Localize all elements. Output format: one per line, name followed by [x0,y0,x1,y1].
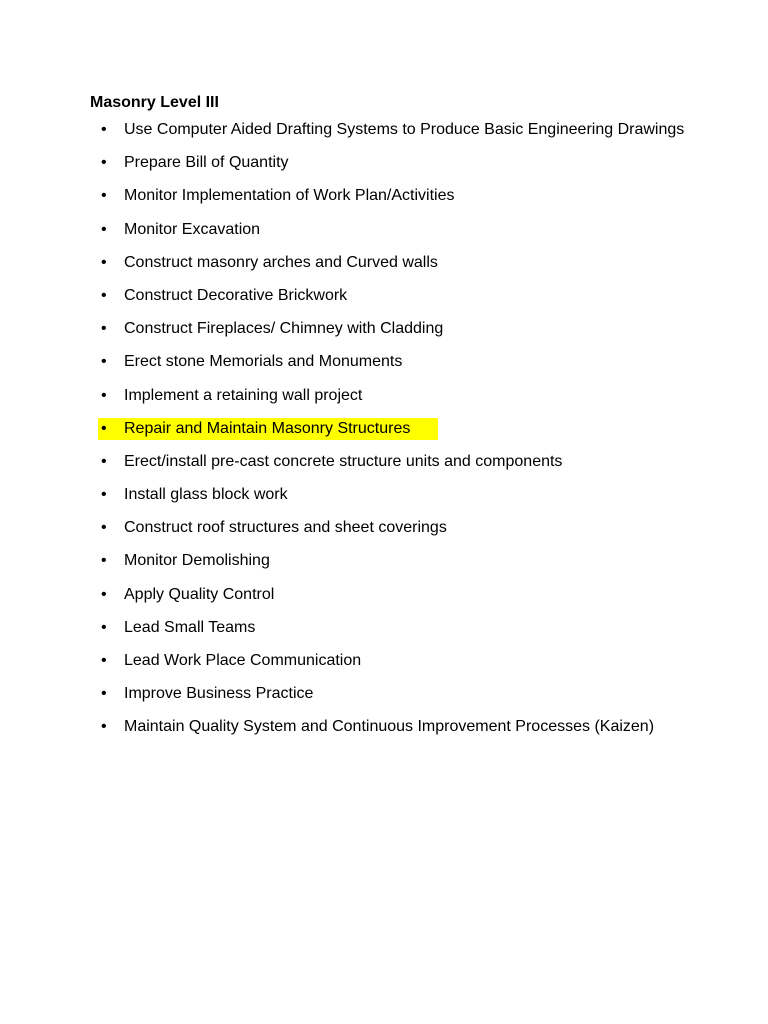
bullet-icon: • [101,618,107,636]
list-item-text: Lead Small Teams [124,618,256,636]
document-heading: Masonry Level III [90,94,219,111]
list-item [0,612,768,644]
bullet-icon: • [101,452,107,470]
list-item [0,678,768,710]
list-item [0,114,768,146]
list-item-text: Construct roof structures and sheet coverings [124,519,447,537]
list-item [0,579,768,611]
list-item-text: Erect/install pre-cast concrete structure units and components [124,452,563,470]
bullet-icon: • [101,718,107,736]
bullet-icon: • [101,386,107,404]
bullet-icon: • [101,220,107,238]
list-item [0,545,768,577]
bullet-icon: • [101,320,107,338]
list-item [0,479,768,511]
list-item-text: Install glass block work [124,486,288,504]
list-item-text: Repair and Maintain Masonry Structures [124,419,411,437]
bullet-icon: • [101,652,107,669]
list-item-text: Monitor Demolishing [124,552,270,570]
bullet-icon: • [101,154,107,172]
list-item-text: Monitor Excavation [124,220,261,238]
bullet-icon: • [101,552,107,570]
list-item [0,380,768,412]
list-item [0,512,768,544]
list-item-highlighted [0,413,768,445]
bullet-icon: • [101,253,107,271]
list-item-text: Lead Work Place Communication [124,652,362,669]
list-item [0,346,768,378]
list-item [0,180,768,212]
bullet-icon: • [101,486,107,504]
bullet-icon: • [101,419,107,437]
list-item-text: Prepare Bill of Quantity [124,154,289,172]
list-item [0,247,768,279]
list-item-text: Improve Business Practice [124,685,314,703]
competency-list [0,114,768,745]
list-item-text: Erect stone Memorials and Monuments [124,353,403,371]
bullet-icon: • [101,187,107,205]
list-item [0,313,768,345]
list-item-text: Construct Decorative Brickwork [124,286,348,304]
bullet-icon: • [101,519,107,537]
list-item [0,147,768,179]
list-item-text: Use Computer Aided Drafting Systems to Produce Basic Engineering Drawings [124,121,685,138]
bullet-icon: • [101,121,107,138]
list-item-text: Apply Quality Control [124,585,275,603]
bullet-icon: • [101,286,107,304]
bullet-icon: • [101,585,107,603]
list-item-text: Maintain Quality System and Continuous Improvement Processes (Kaizen) [124,718,655,736]
bullet-icon: • [101,685,107,703]
list-item-text: Monitor Implementation of Work Plan/Activities [124,187,455,205]
list-item-text: Implement a retaining wall project [124,386,363,404]
list-item-text: Construct Fireplaces/ Chimney with Cladding [124,320,444,338]
list-item [0,214,768,246]
list-item [0,446,768,478]
bullet-icon: • [101,353,107,371]
list-item-text: Construct masonry arches and Curved walls [124,253,438,271]
list-item [0,645,768,677]
list-item [0,711,768,743]
list-item [0,280,768,312]
